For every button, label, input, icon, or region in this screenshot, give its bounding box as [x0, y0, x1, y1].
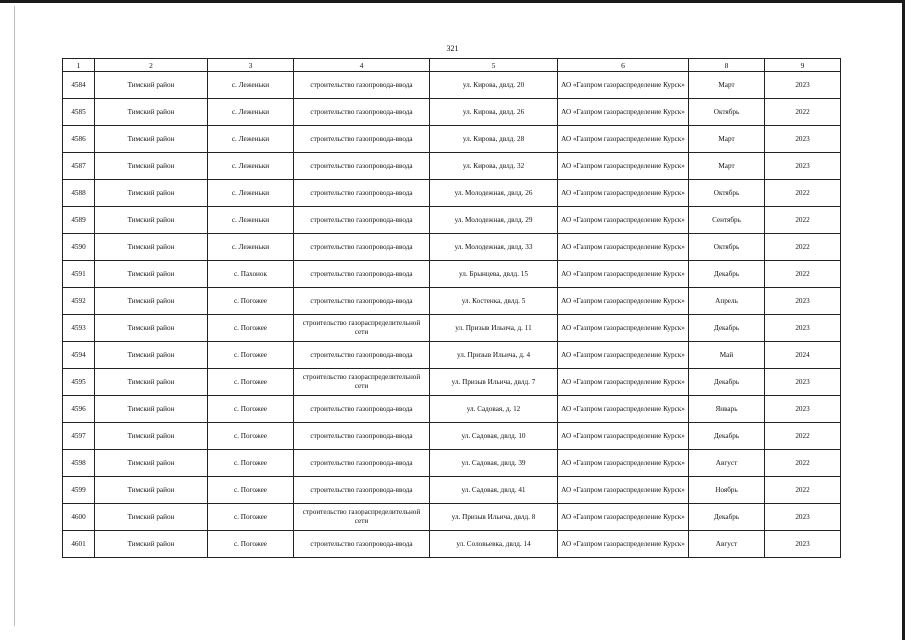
table-row	[63, 531, 841, 558]
row-number-cell: 4589	[63, 207, 95, 234]
year-cell: 2022	[765, 99, 841, 126]
month-cell: Декабрь	[689, 504, 765, 531]
organization-cell: АО «Газпром газораспределение Курск»	[558, 504, 689, 531]
table-row	[63, 423, 841, 450]
row-number-cell: 4588	[63, 180, 95, 207]
scan-edge-top	[0, 0, 905, 3]
address-cell: ул. Молодежная, двлд. 29	[430, 207, 558, 234]
month-cell: Март	[689, 153, 765, 180]
month-cell: Август	[689, 531, 765, 558]
year-cell: 2023	[765, 288, 841, 315]
year-cell: 2024	[765, 342, 841, 369]
row-number-cell: 4596	[63, 396, 95, 423]
column-header: 3	[208, 59, 294, 72]
column-header: 4	[294, 59, 430, 72]
organization-cell: АО «Газпром газораспределение Курск»	[558, 99, 689, 126]
address-cell: ул. Кирова, двлд. 26	[430, 99, 558, 126]
table-row	[63, 369, 841, 396]
district-cell: Тимский район	[95, 234, 208, 261]
table-row	[63, 477, 841, 504]
address-cell: ул. Призыв Ильича, д. 11	[430, 315, 558, 342]
gasification-table	[62, 58, 841, 558]
month-cell: Апрель	[689, 288, 765, 315]
organization-cell: АО «Газпром газораспределение Курск»	[558, 531, 689, 558]
organization-cell: АО «Газпром газораспределение Курск»	[558, 261, 689, 288]
work-type-cell: строительство газопровода-ввода	[294, 126, 430, 153]
work-type-cell: строительство газопровода-ввода	[294, 72, 430, 99]
settlement-cell: с. Леженьки	[208, 72, 294, 99]
address-cell: ул. Костенка, двлд. 5	[430, 288, 558, 315]
year-cell: 2022	[765, 423, 841, 450]
year-cell: 2022	[765, 180, 841, 207]
organization-cell: АО «Газпром газораспределение Курск»	[558, 207, 689, 234]
column-header: 2	[95, 59, 208, 72]
month-cell: Август	[689, 450, 765, 477]
column-header: 8	[689, 59, 765, 72]
year-cell: 2023	[765, 369, 841, 396]
year-cell: 2023	[765, 72, 841, 99]
row-number-cell: 4599	[63, 477, 95, 504]
month-cell: Декабрь	[689, 423, 765, 450]
settlement-cell: с. Погожее	[208, 288, 294, 315]
address-cell: ул. Кирова, двлд. 20	[430, 72, 558, 99]
settlement-cell: с. Погожее	[208, 315, 294, 342]
district-cell: Тимский район	[95, 180, 208, 207]
month-cell: Март	[689, 72, 765, 99]
organization-cell: АО «Газпром газораспределение Курск»	[558, 180, 689, 207]
row-number-cell: 4586	[63, 126, 95, 153]
year-cell: 2023	[765, 126, 841, 153]
address-cell: ул. Соловьевка, двлд. 14	[430, 531, 558, 558]
address-cell: ул. Молодежная, двлд. 26	[430, 180, 558, 207]
work-type-cell: строительство газопровода-ввода	[294, 423, 430, 450]
month-cell: Март	[689, 126, 765, 153]
table-row	[63, 261, 841, 288]
work-type-cell: строительство газопровода-ввода	[294, 342, 430, 369]
month-cell: Декабрь	[689, 261, 765, 288]
table-row	[63, 504, 841, 531]
month-cell: Ноябрь	[689, 477, 765, 504]
year-cell: 2023	[765, 315, 841, 342]
year-cell: 2022	[765, 450, 841, 477]
organization-cell: АО «Газпром газораспределение Курск»	[558, 153, 689, 180]
settlement-cell: с. Леженьки	[208, 126, 294, 153]
work-type-cell: строительство газопровода-ввода	[294, 531, 430, 558]
table-row	[63, 342, 841, 369]
table-row	[63, 234, 841, 261]
district-cell: Тимский район	[95, 369, 208, 396]
organization-cell: АО «Газпром газораспределение Курск»	[558, 342, 689, 369]
organization-cell: АО «Газпром газораспределение Курск»	[558, 72, 689, 99]
settlement-cell: с. Леженьки	[208, 99, 294, 126]
settlement-cell: с. Погожее	[208, 396, 294, 423]
organization-cell: АО «Газпром газораспределение Курск»	[558, 477, 689, 504]
district-cell: Тимский район	[95, 261, 208, 288]
column-header: 9	[765, 59, 841, 72]
row-number-cell: 4587	[63, 153, 95, 180]
year-cell: 2023	[765, 531, 841, 558]
settlement-cell: с. Погожее	[208, 450, 294, 477]
year-cell: 2023	[765, 504, 841, 531]
row-number-cell: 4600	[63, 504, 95, 531]
scan-edge-left	[14, 6, 15, 626]
address-cell: ул. Садовая, двлд. 41	[430, 477, 558, 504]
settlement-cell: с. Погожее	[208, 369, 294, 396]
organization-cell: АО «Газпром газораспределение Курск»	[558, 396, 689, 423]
address-cell: ул. Садовая, двлд. 10	[430, 423, 558, 450]
column-header: 5	[430, 59, 558, 72]
row-number-cell: 4592	[63, 288, 95, 315]
settlement-cell: с. Леженьки	[208, 234, 294, 261]
work-type-cell: строительство газопровода-ввода	[294, 477, 430, 504]
district-cell: Тимский район	[95, 207, 208, 234]
work-type-cell: строительство газопровода-ввода	[294, 153, 430, 180]
organization-cell: АО «Газпром газораспределение Курск»	[558, 450, 689, 477]
table-row	[63, 207, 841, 234]
year-cell: 2023	[765, 396, 841, 423]
month-cell: Октябрь	[689, 234, 765, 261]
organization-cell: АО «Газпром газораспределение Курск»	[558, 288, 689, 315]
organization-cell: АО «Газпром газораспределение Курск»	[558, 126, 689, 153]
table-row	[63, 153, 841, 180]
settlement-cell: с. Леженьки	[208, 153, 294, 180]
work-type-cell: строительство газопровода-ввода	[294, 180, 430, 207]
table-row	[63, 126, 841, 153]
table-row	[63, 288, 841, 315]
month-cell: Сентябрь	[689, 207, 765, 234]
year-cell: 2022	[765, 261, 841, 288]
district-cell: Тимский район	[95, 504, 208, 531]
row-number-cell: 4584	[63, 72, 95, 99]
address-cell: ул. Садовая, д. 12	[430, 396, 558, 423]
work-type-cell: строительство газопровода-ввода	[294, 99, 430, 126]
address-cell: ул. Садовая, двлд. 39	[430, 450, 558, 477]
organization-cell: АО «Газпром газораспределение Курск»	[558, 234, 689, 261]
district-cell: Тимский район	[95, 531, 208, 558]
address-cell: ул. Призыв Ильича, двлд. 7	[430, 369, 558, 396]
address-cell: ул. Молодежная, двлд. 33	[430, 234, 558, 261]
district-cell: Тимский район	[95, 72, 208, 99]
work-type-cell: строительство газопровода-ввода	[294, 288, 430, 315]
column-header: 6	[558, 59, 689, 72]
row-number-cell: 4601	[63, 531, 95, 558]
work-type-cell: строительство газопровода-ввода	[294, 234, 430, 261]
district-cell: Тимский район	[95, 315, 208, 342]
work-type-cell: строительство газораспределительной сети	[294, 369, 430, 396]
row-number-cell: 4594	[63, 342, 95, 369]
table-row	[63, 99, 841, 126]
settlement-cell: с. Пахонок	[208, 261, 294, 288]
table-row	[63, 72, 841, 99]
year-cell: 2022	[765, 234, 841, 261]
address-cell: ул. Кирова, двлд. 28	[430, 126, 558, 153]
organization-cell: АО «Газпром газораспределение Курск»	[558, 315, 689, 342]
month-cell: Май	[689, 342, 765, 369]
month-cell: Декабрь	[689, 369, 765, 396]
row-number-cell: 4590	[63, 234, 95, 261]
row-number-cell: 4598	[63, 450, 95, 477]
settlement-cell: с. Погожее	[208, 531, 294, 558]
year-cell: 2023	[765, 153, 841, 180]
district-cell: Тимский район	[95, 126, 208, 153]
page-number: 321	[446, 44, 459, 53]
district-cell: Тимский район	[95, 450, 208, 477]
column-header: 1	[63, 59, 95, 72]
row-number-cell: 4597	[63, 423, 95, 450]
row-number-cell: 4593	[63, 315, 95, 342]
organization-cell: АО «Газпром газораспределение Курск»	[558, 369, 689, 396]
address-cell: ул. Кирова, двлд. 32	[430, 153, 558, 180]
district-cell: Тимский район	[95, 288, 208, 315]
district-cell: Тимский район	[95, 477, 208, 504]
settlement-cell: с. Погожее	[208, 504, 294, 531]
organization-cell: АО «Газпром газораспределение Курск»	[558, 423, 689, 450]
month-cell: Декабрь	[689, 315, 765, 342]
district-cell: Тимский район	[95, 423, 208, 450]
table-row	[63, 315, 841, 342]
row-number-cell: 4595	[63, 369, 95, 396]
year-cell: 2022	[765, 477, 841, 504]
settlement-cell: с. Леженьки	[208, 180, 294, 207]
work-type-cell: строительство газопровода-ввода	[294, 396, 430, 423]
row-number-cell: 4591	[63, 261, 95, 288]
work-type-cell: строительство газораспределительной сети	[294, 504, 430, 531]
address-cell: ул. Брынцева, двлд. 15	[430, 261, 558, 288]
table-row	[63, 396, 841, 423]
table-row	[63, 180, 841, 207]
month-cell: Октябрь	[689, 180, 765, 207]
district-cell: Тимский район	[95, 342, 208, 369]
work-type-cell: строительство газопровода-ввода	[294, 261, 430, 288]
header-row	[63, 59, 841, 72]
settlement-cell: с. Леженьки	[208, 207, 294, 234]
address-cell: ул. Призыв Ильича, двлд. 8	[430, 504, 558, 531]
settlement-cell: с. Погожее	[208, 423, 294, 450]
work-type-cell: строительство газопровода-ввода	[294, 207, 430, 234]
month-cell: Январь	[689, 396, 765, 423]
year-cell: 2022	[765, 207, 841, 234]
district-cell: Тимский район	[95, 99, 208, 126]
work-type-cell: строительство газопровода-ввода	[294, 450, 430, 477]
row-number-cell: 4585	[63, 99, 95, 126]
address-cell: ул. Призыв Ильича, д. 4	[430, 342, 558, 369]
table-row	[63, 450, 841, 477]
settlement-cell: с. Погожее	[208, 477, 294, 504]
district-cell: Тимский район	[95, 153, 208, 180]
settlement-cell: с. Погожее	[208, 342, 294, 369]
work-type-cell: строительство газораспределительной сети	[294, 315, 430, 342]
month-cell: Октябрь	[689, 99, 765, 126]
district-cell: Тимский район	[95, 396, 208, 423]
